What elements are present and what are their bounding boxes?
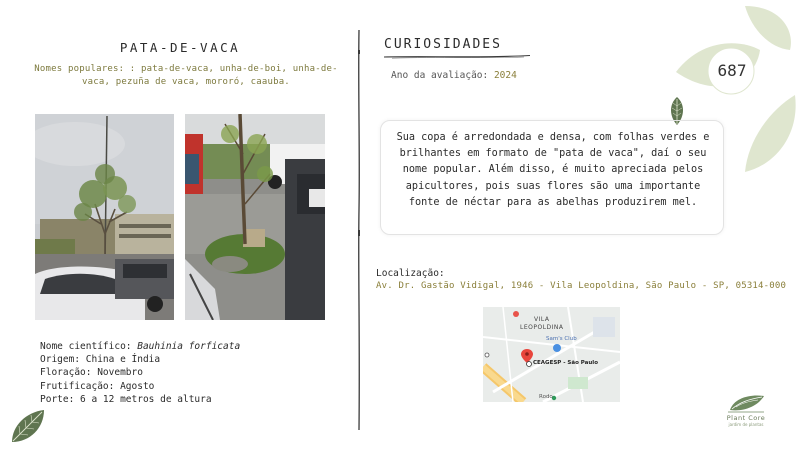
vertical-divider: [356, 30, 362, 430]
size: Porte: 6 a 12 metros de altura: [40, 393, 212, 405]
leaf-lower-right-icon: [745, 95, 796, 172]
plant-details: [40, 340, 240, 406]
scientific-name: Nome científico: Bauhinia forficata: [40, 341, 241, 352]
map-district: VILA LEOPOLDINA: [520, 316, 564, 331]
brand-tagline: jardim de plantas: [728, 422, 764, 427]
flowering: Floração: Novembro: [40, 367, 143, 379]
curiosity-card: [380, 120, 724, 235]
brand-logo: [716, 392, 776, 427]
tree-photo-2: [185, 114, 325, 320]
scientific-name-value: Bauhinia forficata: [137, 341, 241, 352]
origin: Origem: China e Índia: [40, 354, 161, 366]
location-label: Localização:: [376, 268, 445, 279]
map-road-label: Rodo: [539, 394, 553, 400]
heading-underline: [384, 54, 532, 60]
leaf-top-right-icon: [745, 6, 791, 50]
map-pin-label: CEAGESP - São Paulo: [533, 360, 598, 366]
brand-leaf-icon: [726, 392, 766, 414]
evaluation-year-value: 2024: [493, 70, 517, 81]
tree-photo-1: [35, 114, 174, 320]
item-number: 687: [717, 61, 747, 80]
map-store-label: Sam's Club: [546, 336, 577, 342]
evaluation-year: Ano da avaliação: 2024: [391, 70, 517, 81]
curiosity-text: Sua copa é arredondada e densa, com folhas verdes e brilhantes em formato de "pata de vaca", daí o seu nome popular. Além disso, é muito apreciada pelos apicultores, pois suas flores são uma importante fonte de néctar para as abelhas produzirem mel.: [396, 132, 710, 208]
curiosities-heading: CURIOSIDADES: [384, 37, 502, 52]
bottom-left-leaf-icon: [8, 406, 48, 446]
location-address[interactable]: Av. Dr. Gastão Vidigal, 1946 - Vila Leopoldina, São Paulo - SP, 05314-000: [376, 281, 787, 291]
fruiting: Frutificação: Agosto: [40, 380, 155, 392]
location-map[interactable]: [483, 307, 620, 402]
brand-name: Plant Core: [726, 414, 766, 422]
popular-names: Nomes populares: : pata-de-vaca, unha-de-boi, unha-de-vaca, pezuña de vaca, mororó, caauba.: [34, 64, 338, 87]
plant-title: PATA-DE-VACA: [119, 40, 241, 55]
